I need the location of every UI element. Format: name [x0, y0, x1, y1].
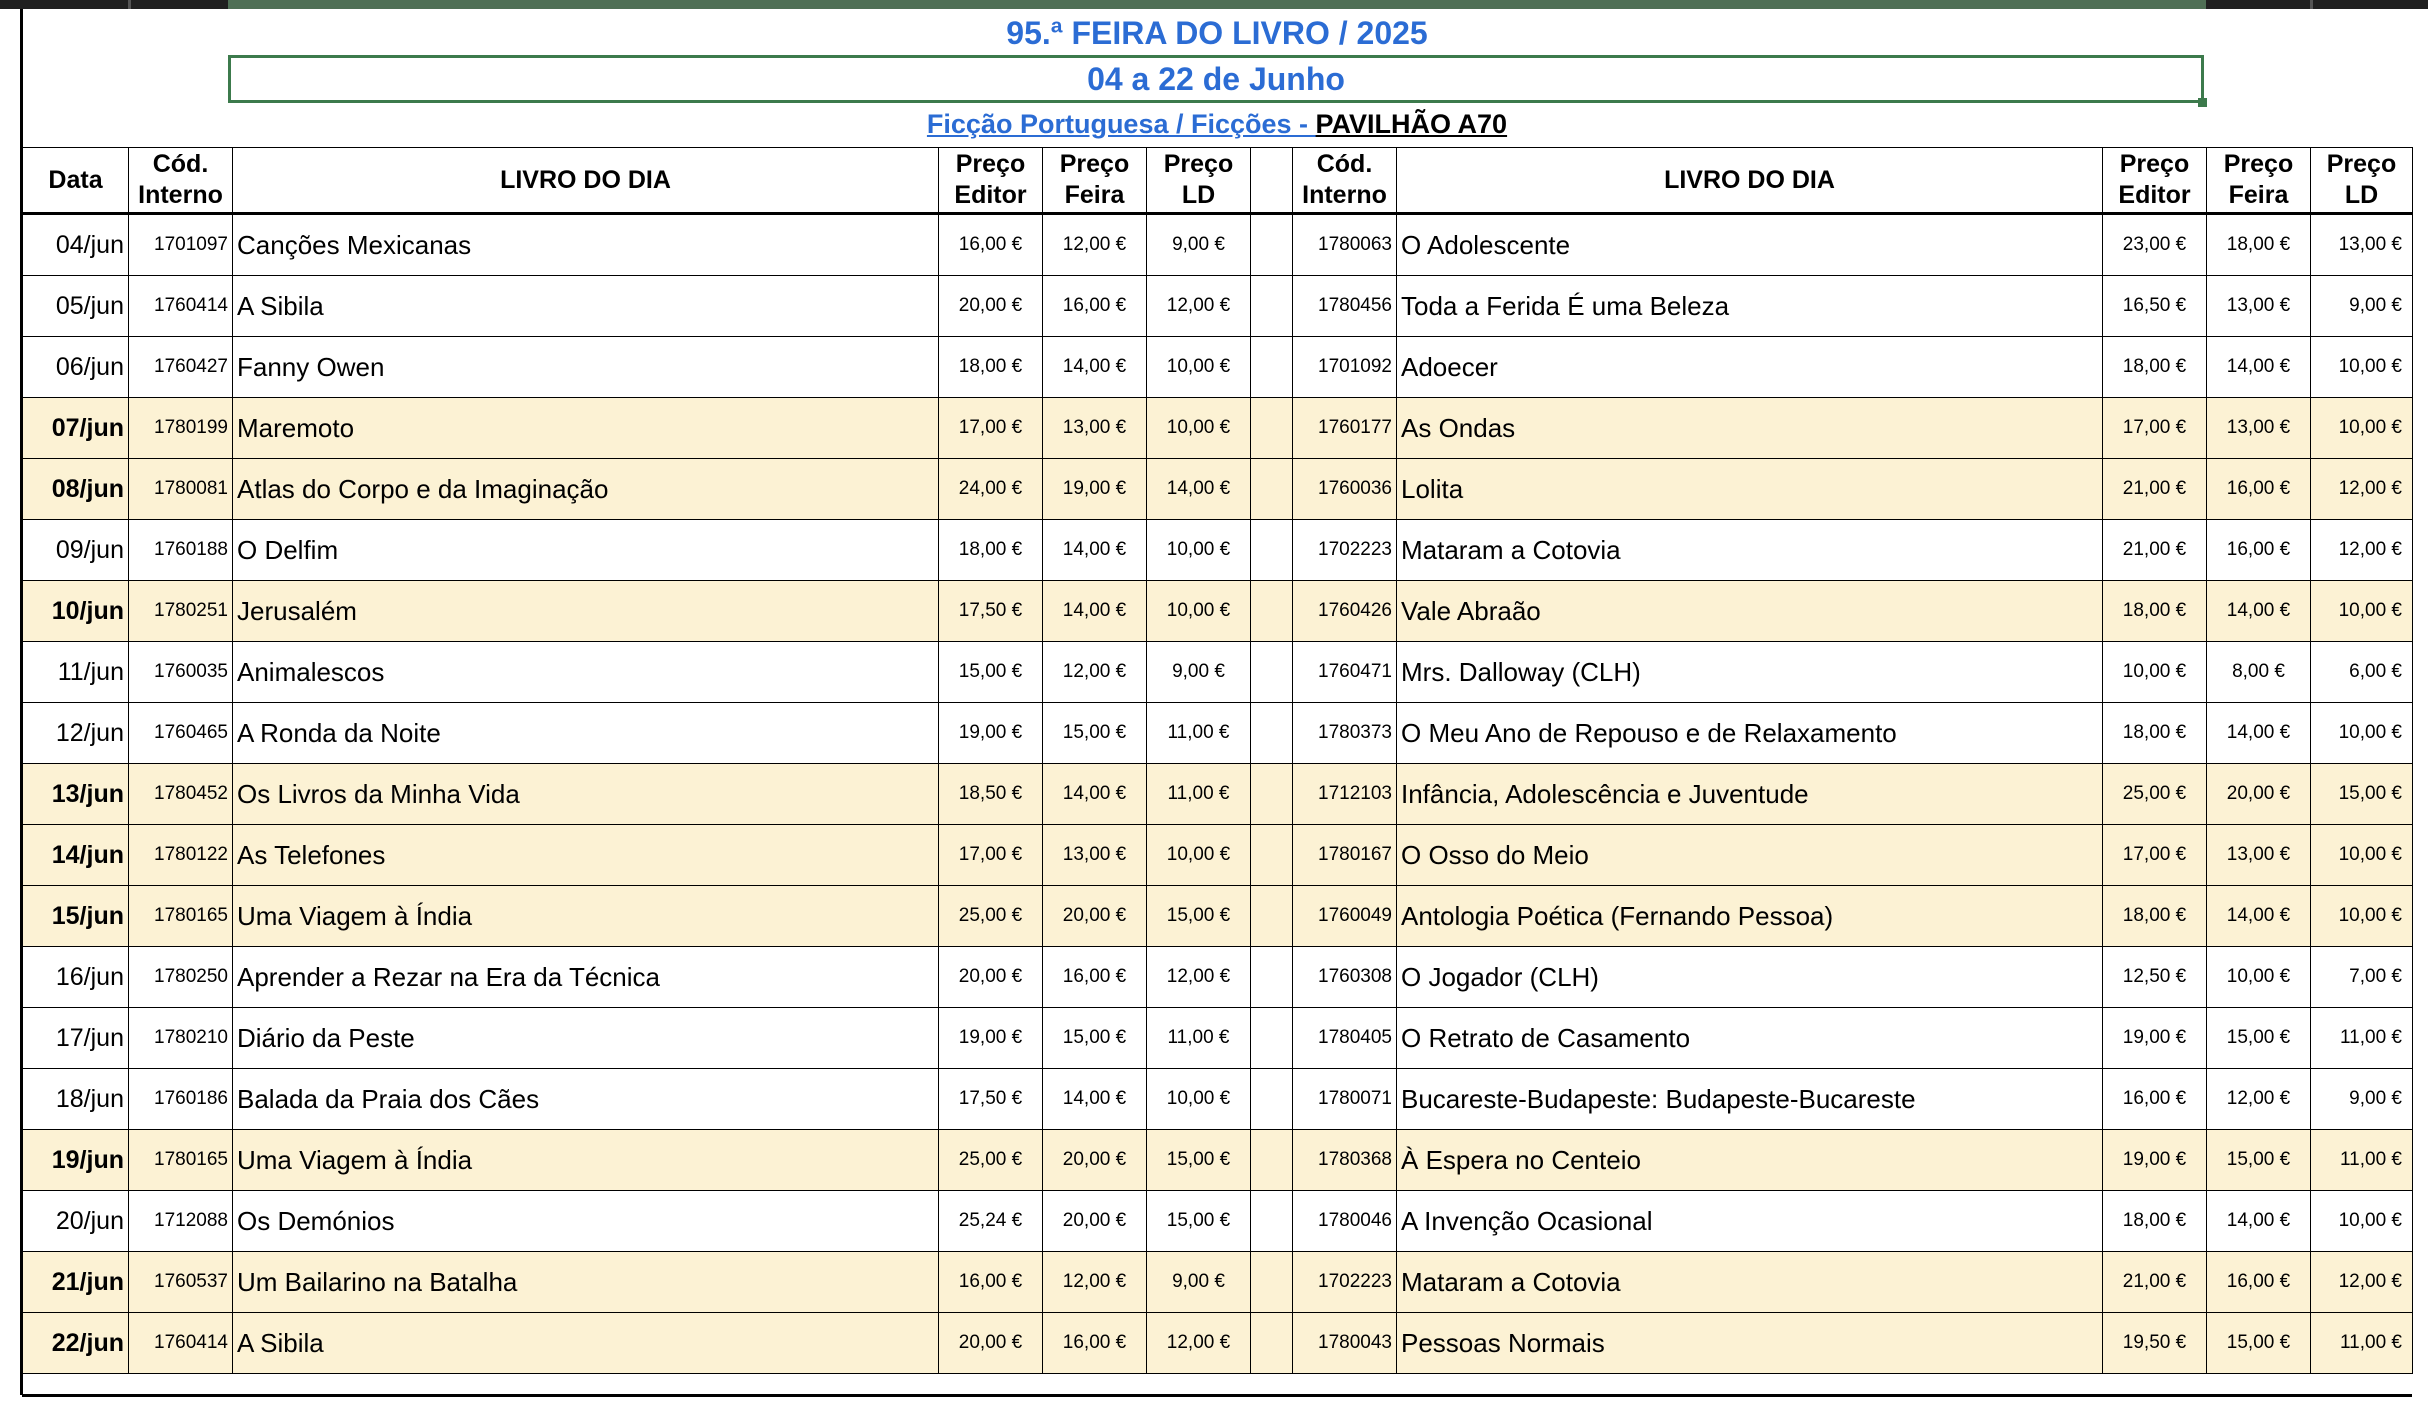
date-cell[interactable]: 12/jun [23, 703, 129, 764]
price-ld-cell-right[interactable]: 12,00 € [2311, 520, 2413, 581]
price-ld-cell-left[interactable]: 12,00 € [1147, 276, 1251, 337]
col-code-label: Cód. Interno [138, 150, 223, 209]
gap-cell[interactable] [1251, 276, 1293, 337]
section-subtitle [22, 109, 2412, 140]
col-gap[interactable] [1251, 148, 1293, 214]
table-row [23, 886, 2413, 947]
col-price-editor-left[interactable]: Preço Editor [939, 148, 1043, 214]
table-row [23, 764, 2413, 825]
date-cell[interactable]: 19/jun [23, 1130, 129, 1191]
price-editor-cell-right[interactable]: 17,00 € [2103, 398, 2207, 459]
price-ld-cell-left[interactable]: 15,00 € [1147, 1130, 1251, 1191]
price-ld-cell-left[interactable]: 15,00 € [1147, 1191, 1251, 1252]
price-ld-cell-left[interactable]: 15,00 € [1147, 886, 1251, 947]
price-editor-cell-left[interactable]: 15,00 € [939, 642, 1043, 703]
code-cell-left[interactable]: 1701097 [129, 214, 233, 276]
price-ld-cell-left[interactable]: 10,00 € [1147, 581, 1251, 642]
gap-cell[interactable] [1251, 886, 1293, 947]
sheet-bottom-border [22, 1394, 2412, 1397]
subtitle-link[interactable]: Ficção Portuguesa / Ficções - [926, 109, 1316, 139]
price-fair-cell-left[interactable]: 14,00 € [1043, 764, 1147, 825]
price-fair-cell-left[interactable]: 16,00 € [1043, 276, 1147, 337]
book-title-cell-left[interactable]: Fanny Owen [233, 337, 939, 398]
code-cell-right[interactable]: 1760177 [1293, 398, 1397, 459]
gap-cell[interactable] [1251, 398, 1293, 459]
price-editor-cell-right[interactable]: 18,00 € [2103, 703, 2207, 764]
book-title-cell-left[interactable]: Uma Viagem à Índia [233, 1130, 939, 1191]
gap-cell[interactable] [1251, 703, 1293, 764]
price-ld-cell-right[interactable]: 12,00 € [2311, 459, 2413, 520]
price-fair-cell-left[interactable]: 15,00 € [1043, 1008, 1147, 1069]
price-fair-cell-left[interactable]: 12,00 € [1043, 214, 1147, 276]
gap-cell[interactable] [1251, 947, 1293, 1008]
price-editor-cell-right[interactable]: 12,50 € [2103, 947, 2207, 1008]
price-editor-cell-right[interactable]: 18,00 € [2103, 581, 2207, 642]
column-divider [128, 0, 131, 9]
date-cell[interactable]: 10/jun [23, 581, 129, 642]
price-fair-cell-right[interactable]: 14,00 € [2207, 703, 2311, 764]
book-title-cell-left[interactable]: Aprender a Rezar na Era da Técnica [233, 947, 939, 1008]
price-ld-cell-left[interactable]: 10,00 € [1147, 337, 1251, 398]
code-cell-right[interactable]: 1701092 [1293, 337, 1397, 398]
code-cell-left[interactable]: 1760537 [129, 1252, 233, 1313]
price-ld-cell-right[interactable]: 6,00 € [2311, 642, 2413, 703]
price-ld-cell-left[interactable]: 11,00 € [1147, 1008, 1251, 1069]
code-cell-left[interactable]: 1760035 [129, 642, 233, 703]
price-editor-cell-right[interactable]: 21,00 € [2103, 520, 2207, 581]
price-editor-cell-left[interactable]: 17,00 € [939, 398, 1043, 459]
table-row [23, 1252, 2413, 1313]
price-ld-cell-left[interactable]: 10,00 € [1147, 825, 1251, 886]
table-row [23, 520, 2413, 581]
price-editor-cell-left[interactable]: 24,00 € [939, 459, 1043, 520]
selected-range-bar [228, 0, 2206, 9]
table-row [23, 1191, 2413, 1252]
price-ld-cell-right[interactable]: 11,00 € [2311, 1313, 2413, 1374]
selection-fill-handle[interactable] [2198, 98, 2207, 107]
book-title-cell-right[interactable]: Mataram a Cotovia [1397, 520, 2103, 581]
price-editor-cell-right[interactable]: 23,00 € [2103, 214, 2207, 276]
code-cell-left[interactable]: 1780081 [129, 459, 233, 520]
price-fair-cell-right[interactable]: 20,00 € [2207, 764, 2311, 825]
price-editor-cell-right[interactable]: 16,50 € [2103, 276, 2207, 337]
price-ld-cell-left[interactable]: 11,00 € [1147, 703, 1251, 764]
gap-cell[interactable] [1251, 1008, 1293, 1069]
table-row [23, 1313, 2413, 1374]
code-cell-right[interactable]: 1760471 [1293, 642, 1397, 703]
price-ld-cell-right[interactable]: 7,00 € [2311, 947, 2413, 1008]
price-fair-cell-right[interactable]: 10,00 € [2207, 947, 2311, 1008]
date-cell[interactable]: 09/jun [23, 520, 129, 581]
code-cell-right[interactable]: 1780456 [1293, 276, 1397, 337]
price-ld-cell-left[interactable]: 10,00 € [1147, 1069, 1251, 1130]
price-ld-cell-right[interactable]: 11,00 € [2311, 1130, 2413, 1191]
price-editor-cell-right[interactable]: 19,50 € [2103, 1313, 2207, 1374]
table-row [23, 703, 2413, 764]
table-row [23, 1069, 2413, 1130]
price-ld-cell-left[interactable]: 12,00 € [1147, 1313, 1251, 1374]
date-cell[interactable]: 06/jun [23, 337, 129, 398]
price-ld-cell-right[interactable]: 10,00 € [2311, 703, 2413, 764]
book-title-cell-left[interactable]: Um Bailarino na Batalha [233, 1252, 939, 1313]
book-title-cell-right[interactable]: Vale Abraão [1397, 581, 2103, 642]
date-cell[interactable]: 16/jun [23, 947, 129, 1008]
price-fair-cell-left[interactable]: 16,00 € [1043, 1313, 1147, 1374]
book-title-cell-right[interactable]: Lolita [1397, 459, 2103, 520]
price-editor-cell-left[interactable]: 20,00 € [939, 947, 1043, 1008]
code-cell-right[interactable]: 1760426 [1293, 581, 1397, 642]
date-cell[interactable]: 08/jun [23, 459, 129, 520]
price-fair-cell-left[interactable]: 14,00 € [1043, 520, 1147, 581]
col-price-editor-right[interactable]: Preço Editor [2103, 148, 2207, 214]
price-editor-cell-left[interactable]: 17,50 € [939, 581, 1043, 642]
col-book-right[interactable]: LIVRO DO DIA [1397, 148, 2103, 214]
price-ld-cell-right[interactable]: 9,00 € [2311, 276, 2413, 337]
price-editor-cell-left[interactable]: 17,00 € [939, 825, 1043, 886]
gap-cell[interactable] [1251, 642, 1293, 703]
book-title-cell-right[interactable]: O Retrato de Casamento [1397, 1008, 2103, 1069]
date-cell[interactable]: 13/jun [23, 764, 129, 825]
price-editor-cell-right[interactable]: 18,00 € [2103, 337, 2207, 398]
code-cell-left[interactable]: 1760465 [129, 703, 233, 764]
table-row [23, 1130, 2413, 1191]
price-fair-cell-left[interactable]: 13,00 € [1043, 398, 1147, 459]
table-row [23, 642, 2413, 703]
gap-cell[interactable] [1251, 1069, 1293, 1130]
col-code-left[interactable] [129, 148, 233, 214]
book-title-cell-right[interactable]: As Ondas [1397, 398, 2103, 459]
price-ld-cell-right[interactable]: 10,00 € [2311, 581, 2413, 642]
price-editor-cell-left[interactable]: 19,00 € [939, 703, 1043, 764]
date-cell[interactable]: 05/jun [23, 276, 129, 337]
gap-cell[interactable] [1251, 214, 1293, 276]
book-title-cell-left[interactable]: A Sibila [233, 276, 939, 337]
price-ld-cell-left[interactable]: 11,00 € [1147, 764, 1251, 825]
col-price-fair-right[interactable]: Preço Feira [2207, 148, 2311, 214]
book-title-cell-left[interactable]: Balada da Praia dos Cães [233, 1069, 939, 1130]
book-title-cell-left[interactable]: A Sibila [233, 1313, 939, 1374]
code-cell-left[interactable]: 1760427 [129, 337, 233, 398]
price-fair-cell-left[interactable]: 14,00 € [1043, 337, 1147, 398]
date-cell[interactable]: 22/jun [23, 1313, 129, 1374]
price-ld-cell-right[interactable]: 10,00 € [2311, 398, 2413, 459]
column-divider [2310, 0, 2313, 9]
book-title-cell-left[interactable]: Diário da Peste [233, 1008, 939, 1069]
price-fair-cell-left[interactable]: 12,00 € [1043, 1252, 1147, 1313]
book-title-cell-left[interactable]: O Delfim [233, 520, 939, 581]
price-fair-cell-left[interactable]: 13,00 € [1043, 825, 1147, 886]
code-cell-left[interactable]: 1760414 [129, 276, 233, 337]
gap-cell[interactable] [1251, 1130, 1293, 1191]
code-cell-left[interactable]: 1780251 [129, 581, 233, 642]
price-editor-cell-left[interactable]: 16,00 € [939, 1252, 1043, 1313]
price-editor-cell-right[interactable]: 18,00 € [2103, 886, 2207, 947]
gap-cell[interactable] [1251, 825, 1293, 886]
price-ld-cell-left[interactable]: 9,00 € [1147, 642, 1251, 703]
code-cell-right[interactable]: 1760049 [1293, 886, 1397, 947]
price-ld-cell-right[interactable]: 13,00 € [2311, 214, 2413, 276]
price-fair-cell-right[interactable]: 14,00 € [2207, 1191, 2311, 1252]
table-row [23, 276, 2413, 337]
price-fair-cell-right[interactable]: 13,00 € [2207, 398, 2311, 459]
code-cell-right[interactable]: 1760036 [1293, 459, 1397, 520]
price-ld-cell-left[interactable]: 9,00 € [1147, 214, 1251, 276]
gap-cell[interactable] [1251, 1252, 1293, 1313]
code-cell-right[interactable]: 1780071 [1293, 1069, 1397, 1130]
price-ld-cell-right[interactable]: 10,00 € [2311, 1191, 2413, 1252]
price-fair-cell-right[interactable]: 15,00 € [2207, 1130, 2311, 1191]
price-fair-cell-left[interactable]: 16,00 € [1043, 947, 1147, 1008]
code-cell-left[interactable]: 1780210 [129, 1008, 233, 1069]
price-fair-cell-right[interactable]: 14,00 € [2207, 886, 2311, 947]
dates-cell-selected[interactable]: 04 a 22 de Junho [228, 55, 2204, 103]
code-cell-left[interactable]: 1760188 [129, 520, 233, 581]
price-editor-cell-left[interactable]: 25,24 € [939, 1191, 1043, 1252]
price-editor-cell-left[interactable]: 16,00 € [939, 214, 1043, 276]
price-ld-cell-left[interactable]: 10,00 € [1147, 520, 1251, 581]
price-ld-cell-left[interactable]: 12,00 € [1147, 947, 1251, 1008]
price-editor-cell-right[interactable]: 19,00 € [2103, 1130, 2207, 1191]
book-title-cell-left[interactable]: As Telefones [233, 825, 939, 886]
book-title-cell-right[interactable]: A Invenção Ocasional [1397, 1191, 2103, 1252]
date-cell[interactable]: 17/jun [23, 1008, 129, 1069]
price-editor-cell-left[interactable]: 18,00 € [939, 520, 1043, 581]
book-title-cell-right[interactable]: O Osso do Meio [1397, 825, 2103, 886]
code-cell-right[interactable]: 1780063 [1293, 214, 1397, 276]
price-editor-cell-right[interactable]: 19,00 € [2103, 1008, 2207, 1069]
price-fair-cell-left[interactable]: 12,00 € [1043, 642, 1147, 703]
price-fair-cell-right[interactable]: 14,00 € [2207, 581, 2311, 642]
code-cell-left[interactable]: 1780165 [129, 886, 233, 947]
gap-cell[interactable] [1251, 1313, 1293, 1374]
price-ld-cell-right[interactable]: 12,00 € [2311, 1252, 2413, 1313]
code-cell-right[interactable]: 1780043 [1293, 1313, 1397, 1374]
code-cell-right[interactable]: 1760308 [1293, 947, 1397, 1008]
book-title-cell-left[interactable]: Maremoto [233, 398, 939, 459]
col-book-left[interactable]: LIVRO DO DIA [233, 148, 939, 214]
gap-cell[interactable] [1251, 764, 1293, 825]
price-ld-cell-right[interactable]: 11,00 € [2311, 1008, 2413, 1069]
price-editor-cell-left[interactable]: 19,00 € [939, 1008, 1043, 1069]
price-ld-cell-right[interactable]: 10,00 € [2311, 886, 2413, 947]
table-row [23, 825, 2413, 886]
price-fair-cell-right[interactable]: 16,00 € [2207, 520, 2311, 581]
table-row [23, 337, 2413, 398]
code-cell-right[interactable]: 1780373 [1293, 703, 1397, 764]
price-editor-cell-left[interactable]: 25,00 € [939, 886, 1043, 947]
book-title-cell-right[interactable]: Mataram a Cotovia [1397, 1252, 2103, 1313]
book-title-cell-left[interactable]: Os Livros da Minha Vida [233, 764, 939, 825]
book-title-cell-left[interactable]: Animalescos [233, 642, 939, 703]
price-fair-cell-left[interactable]: 15,00 € [1043, 703, 1147, 764]
book-title-cell-right[interactable]: Toda a Ferida É uma Beleza [1397, 276, 2103, 337]
date-cell[interactable]: 21/jun [23, 1252, 129, 1313]
price-fair-cell-right[interactable]: 12,00 € [2207, 1069, 2311, 1130]
code-cell-right[interactable]: 1780167 [1293, 825, 1397, 886]
code-cell-left[interactable]: 1780452 [129, 764, 233, 825]
book-title-cell-right[interactable]: Antologia Poética (Fernando Pessoa) [1397, 886, 2103, 947]
gap-cell[interactable] [1251, 459, 1293, 520]
price-fair-cell-left[interactable]: 14,00 € [1043, 581, 1147, 642]
price-fair-cell-left[interactable]: 19,00 € [1043, 459, 1147, 520]
price-fair-cell-right[interactable]: 14,00 € [2207, 337, 2311, 398]
code-cell-left[interactable]: 1760414 [129, 1313, 233, 1374]
date-cell[interactable]: 14/jun [23, 825, 129, 886]
price-ld-cell-left[interactable]: 9,00 € [1147, 1252, 1251, 1313]
price-fair-cell-right[interactable]: 13,00 € [2207, 276, 2311, 337]
book-title-cell-right[interactable]: Mrs. Dalloway (CLH) [1397, 642, 2103, 703]
table-row [23, 1008, 2413, 1069]
code-cell-left[interactable]: 1780199 [129, 398, 233, 459]
gap-cell[interactable] [1251, 337, 1293, 398]
book-title-cell-right[interactable]: Bucareste-Budapeste: Budapeste-Bucareste [1397, 1069, 2103, 1130]
price-fair-cell-right[interactable]: 13,00 € [2207, 825, 2311, 886]
table-header-row [23, 148, 2413, 214]
price-editor-cell-left[interactable]: 18,00 € [939, 337, 1043, 398]
col-date[interactable]: Data [23, 148, 129, 214]
code-cell-left[interactable]: 1780122 [129, 825, 233, 886]
price-editor-cell-left[interactable]: 25,00 € [939, 1130, 1043, 1191]
code-cell-left[interactable]: 1780250 [129, 947, 233, 1008]
price-ld-cell-left[interactable]: 10,00 € [1147, 398, 1251, 459]
book-title-cell-right[interactable]: Infância, Adolescência e Juventude [1397, 764, 2103, 825]
book-title-cell-right[interactable]: O Adolescente [1397, 214, 2103, 276]
code-cell-right[interactable]: 1702223 [1293, 1252, 1397, 1313]
date-cell[interactable]: 04/jun [23, 214, 129, 276]
table-row [23, 459, 2413, 520]
price-editor-cell-right[interactable]: 25,00 € [2103, 764, 2207, 825]
col-code-right[interactable]: Cód. Interno [1293, 148, 1397, 214]
price-fair-cell-left[interactable]: 14,00 € [1043, 1069, 1147, 1130]
code-cell-left[interactable]: 1780165 [129, 1130, 233, 1191]
price-editor-cell-right[interactable]: 17,00 € [2103, 825, 2207, 886]
price-fair-cell-right[interactable]: 15,00 € [2207, 1008, 2311, 1069]
price-editor-cell-right[interactable]: 10,00 € [2103, 642, 2207, 703]
price-editor-cell-right[interactable]: 21,00 € [2103, 459, 2207, 520]
book-title-cell-left[interactable]: Os Demónios [233, 1191, 939, 1252]
book-title-cell-left[interactable]: A Ronda da Noite [233, 703, 939, 764]
price-ld-cell-right[interactable]: 10,00 € [2311, 337, 2413, 398]
price-editor-cell-left[interactable]: 17,50 € [939, 1069, 1043, 1130]
price-fair-cell-left[interactable]: 20,00 € [1043, 1191, 1147, 1252]
code-cell-right[interactable]: 1780046 [1293, 1191, 1397, 1252]
price-ld-cell-right[interactable]: 15,00 € [2311, 764, 2413, 825]
code-cell-right[interactable]: 1780405 [1293, 1008, 1397, 1069]
book-title-cell-right[interactable]: O Jogador (CLH) [1397, 947, 2103, 1008]
date-cell[interactable]: 15/jun [23, 886, 129, 947]
code-cell-left[interactable]: 1712088 [129, 1191, 233, 1252]
price-ld-cell-right[interactable]: 9,00 € [2311, 1069, 2413, 1130]
subtitle-pavilion: PAVILHÃO A70 [1315, 109, 1508, 139]
code-cell-right[interactable]: 1780368 [1293, 1130, 1397, 1191]
code-cell-left[interactable]: 1760186 [129, 1069, 233, 1130]
price-fair-cell-right[interactable]: 8,00 € [2207, 642, 2311, 703]
date-cell[interactable]: 07/jun [23, 398, 129, 459]
price-fair-cell-left[interactable]: 20,00 € [1043, 886, 1147, 947]
table-row [23, 214, 2413, 276]
price-editor-cell-left[interactable]: 18,50 € [939, 764, 1043, 825]
code-cell-right[interactable]: 1712103 [1293, 764, 1397, 825]
table-row [23, 581, 2413, 642]
date-cell[interactable]: 20/jun [23, 1191, 129, 1252]
price-ld-cell-right[interactable]: 10,00 € [2311, 825, 2413, 886]
table-row [23, 398, 2413, 459]
col-price-ld-right[interactable]: Preço LD [2311, 148, 2413, 214]
price-editor-cell-left[interactable]: 20,00 € [939, 1313, 1043, 1374]
books-table [22, 147, 2413, 1374]
price-fair-cell-right[interactable]: 16,00 € [2207, 1252, 2311, 1313]
col-price-fair-left[interactable]: Preço Feira [1043, 148, 1147, 214]
book-title-cell-right[interactable]: Pessoas Normais [1397, 1313, 2103, 1374]
date-cell[interactable]: 11/jun [23, 642, 129, 703]
price-editor-cell-left[interactable]: 20,00 € [939, 276, 1043, 337]
table-body [23, 214, 2413, 1374]
gap-cell[interactable] [1251, 520, 1293, 581]
book-title-cell-right[interactable]: Adoecer [1397, 337, 2103, 398]
page-title: 95.ª FEIRA DO LIVRO / 2025 [1006, 15, 1428, 51]
price-fair-cell-left[interactable]: 20,00 € [1043, 1130, 1147, 1191]
book-title-cell-left[interactable]: Canções Mexicanas [233, 214, 939, 276]
code-cell-right[interactable]: 1702223 [1293, 520, 1397, 581]
price-fair-cell-right[interactable]: 18,00 € [2207, 214, 2311, 276]
table-row [23, 947, 2413, 1008]
gap-cell[interactable] [1251, 581, 1293, 642]
price-editor-cell-right[interactable]: 18,00 € [2103, 1191, 2207, 1252]
price-editor-cell-right[interactable]: 21,00 € [2103, 1252, 2207, 1313]
book-title-cell-left[interactable]: Atlas do Corpo e da Imaginação [233, 459, 939, 520]
book-title-cell-right[interactable]: O Meu Ano de Repouso e de Relaxamento [1397, 703, 2103, 764]
book-title-cell-left[interactable]: Jerusalém [233, 581, 939, 642]
col-price-ld-left[interactable]: Preço LD [1147, 148, 1251, 214]
sheet-header [22, 9, 2412, 147]
book-title-cell-right[interactable]: À Espera no Centeio [1397, 1130, 2103, 1191]
book-title-cell-left[interactable]: Uma Viagem à Índia [233, 886, 939, 947]
price-fair-cell-right[interactable]: 15,00 € [2207, 1313, 2311, 1374]
price-fair-cell-right[interactable]: 16,00 € [2207, 459, 2311, 520]
price-editor-cell-right[interactable]: 16,00 € [2103, 1069, 2207, 1130]
gap-cell[interactable] [1251, 1191, 1293, 1252]
date-cell[interactable]: 18/jun [23, 1069, 129, 1130]
price-ld-cell-left[interactable]: 14,00 € [1147, 459, 1251, 520]
